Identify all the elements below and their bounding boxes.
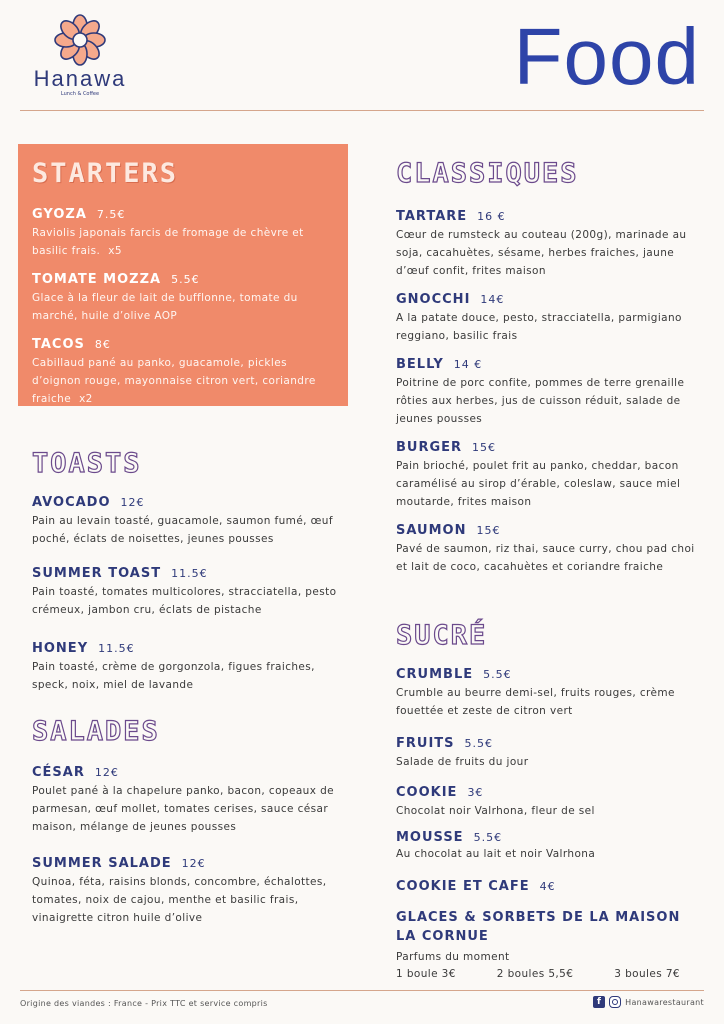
- menu-item: [396, 732, 696, 771]
- item-quantity: x2: [79, 393, 93, 405]
- item-price: 5.5€: [171, 273, 200, 286]
- item-description: Pain brioché, poulet frit au panko, cheddar, bacon caramélisé au sirop d’érable, coleslaw, sauce miel moutarde, frites maison: [396, 460, 681, 508]
- starters-section: [18, 144, 348, 406]
- sucre-heading: SUCRÉ: [396, 620, 488, 651]
- item-name: TACOS: [32, 337, 85, 352]
- menu-item: [396, 826, 696, 863]
- item-description: Pain au levain toasté, guacamole, saumon fumé, œuf poché, éclats de noisettes, jeunes pousses: [32, 515, 333, 545]
- item-price: 3€: [467, 786, 484, 799]
- top-divider: [20, 110, 704, 111]
- menu-item: [396, 519, 696, 576]
- item-name: GYOZA: [32, 207, 87, 222]
- item-price: 5.5€: [464, 737, 494, 750]
- scoop-option: 1 boule 3€: [396, 968, 456, 980]
- social-handle[interactable]: Hanawarestaurant: [625, 997, 704, 1007]
- item-description: Crumble au beurre demi-sel, fruits rouges, crème fouettée et zeste de citron vert: [396, 687, 675, 717]
- menu-item: [396, 875, 696, 894]
- menu-item: [396, 663, 696, 720]
- scoop-option: 2 boules 5,5€: [496, 968, 574, 980]
- menu-item: [32, 491, 342, 548]
- item-price: 12€: [120, 496, 145, 509]
- item-name: HONEY: [32, 641, 89, 656]
- bottom-divider: [20, 990, 704, 991]
- toasts-heading: TOASTS: [32, 448, 142, 479]
- item-name: CÉSAR: [32, 765, 85, 780]
- menu-item: [396, 781, 696, 820]
- item-name: MOUSSE: [396, 830, 464, 845]
- item-name: BELLY: [396, 357, 444, 372]
- menu-item: [396, 205, 696, 280]
- item-description: Pain toasté, tomates multicolores, stracciatella, pesto crémeux, jambon cru, éclats de pistache: [32, 586, 337, 616]
- salades-heading: SALADES: [32, 716, 160, 747]
- item-price: 12€: [94, 766, 119, 779]
- item-price: 14 €: [453, 358, 483, 371]
- item-name: BURGER: [396, 440, 463, 455]
- brand-tagline: Lunch & Coffee: [60, 91, 100, 97]
- item-name: COOKIE: [396, 785, 458, 800]
- item-price: 16 €: [477, 210, 506, 223]
- item-description: Au chocolat au lait et noir Valrhona: [396, 848, 596, 860]
- menu-item: [396, 288, 696, 345]
- sucre-section: [396, 620, 696, 988]
- item-name: CRUMBLE: [396, 667, 474, 682]
- item-description: Chocolat noir Valrhona, fleur de sel: [396, 805, 595, 817]
- brand-name: Hanawa: [33, 66, 127, 91]
- menu-item: [396, 353, 696, 428]
- starters-heading: STARTERS: [32, 158, 179, 189]
- footer-note: Origine des viandes : France - Prix TTC et service compris: [20, 999, 268, 1008]
- item-description: Glace à la fleur de lait de bufflonne, tomate du marché, huile d’olive AOP: [32, 292, 298, 322]
- item-description: Cœur de rumsteck au couteau (200g), marinade au soja, cacahuètes, sésame, herbes fraiches, jaune d’œuf confit, frites maison: [396, 229, 687, 277]
- instagram-icon[interactable]: [609, 996, 621, 1008]
- menu-item: [32, 562, 342, 619]
- menu-item: [32, 268, 334, 325]
- item-desc-text: Cabillaud pané au panko, guacamole, pickles d’oignon rouge, mayonnaise citron vert, coriandre fraiche: [32, 357, 316, 405]
- scoop-option: 3 boules 7€: [614, 968, 680, 980]
- item-name: GLACES & SORBETS DE LA MAISON LA CORNUE: [396, 910, 681, 944]
- flower-logo-icon: [53, 14, 107, 66]
- menu-item: [32, 761, 342, 836]
- item-price: 11.5€: [98, 642, 135, 655]
- item-name: GNOCCHI: [396, 292, 471, 307]
- facebook-icon[interactable]: f: [593, 996, 605, 1008]
- item-name: SAUMON: [396, 523, 467, 538]
- item-name: AVOCADO: [32, 495, 111, 510]
- logo: [20, 14, 140, 97]
- menu-item: [32, 333, 334, 408]
- item-description: A la patate douce, pesto, stracciatella, parmigiano reggiano, basilic frais: [396, 312, 682, 342]
- item-price: 15€: [472, 441, 497, 454]
- item-name: COOKIE ET CAFE: [396, 879, 530, 894]
- classiques-heading: CLASSIQUES: [396, 158, 579, 189]
- item-name: SUMMER TOAST: [32, 566, 162, 581]
- item-price: 12€: [181, 857, 206, 870]
- item-name: TOMATE MOZZA: [32, 272, 162, 287]
- classiques-section: [396, 158, 696, 584]
- menu-item-glaces: [396, 908, 696, 980]
- item-price: 11.5€: [171, 567, 208, 580]
- item-name: FRUITS: [396, 736, 455, 751]
- page-title: Food: [513, 12, 700, 101]
- item-price: 5.5€: [473, 831, 503, 844]
- item-description: Poitrine de porc confite, pommes de terre grenaille rôties aux herbes, jus de cuisson réduit, salade de jeunes pousses: [396, 377, 685, 425]
- item-description: Salade de fruits du jour: [396, 756, 529, 768]
- item-name: SUMMER SALADE: [32, 856, 172, 871]
- item-price: 14€: [480, 293, 505, 306]
- item-description: Poulet pané à la chapelure panko, bacon, copeaux de parmesan, œuf mollet, tomates cerises, sauce césar maison, mélange de jeunes pousses: [32, 785, 334, 833]
- item-description: [32, 224, 334, 260]
- item-desc-text: Raviolis japonais farcis de fromage de chèvre et basilic frais.: [32, 227, 304, 257]
- item-description: [32, 354, 334, 408]
- item-price: 5.5€: [483, 668, 512, 681]
- item-name: TARTARE: [396, 209, 468, 224]
- item-price: 15€: [476, 524, 501, 537]
- item-price: 4€: [539, 880, 556, 893]
- footer-social: [593, 996, 704, 1008]
- item-description: Pavé de saumon, riz thai, sauce curry, chou pad choi et lait de coco, cacahuètes et coriandre fraiche: [396, 543, 695, 573]
- menu-item: [32, 852, 342, 927]
- item-description: Pain toasté, crème de gorgonzola, figues fraiches, speck, noix, miel de lavande: [32, 661, 315, 691]
- item-description: Quinoa, féta, raisins blonds, concombre, échalottes, tomates, noix de cajou, menthe et basilic frais, vinaigrette citron huile d’olive: [32, 876, 327, 924]
- menu-item: [32, 203, 334, 260]
- menu-item: [396, 436, 696, 511]
- salades-section: [32, 716, 342, 935]
- item-price: 8€: [94, 338, 111, 351]
- toasts-section: [32, 448, 342, 702]
- item-price: 7.5€: [96, 208, 126, 221]
- item-description: Parfums du moment: [396, 951, 510, 963]
- scoop-options: [396, 968, 680, 980]
- menu-item: [32, 637, 342, 694]
- item-quantity: x5: [108, 245, 122, 257]
